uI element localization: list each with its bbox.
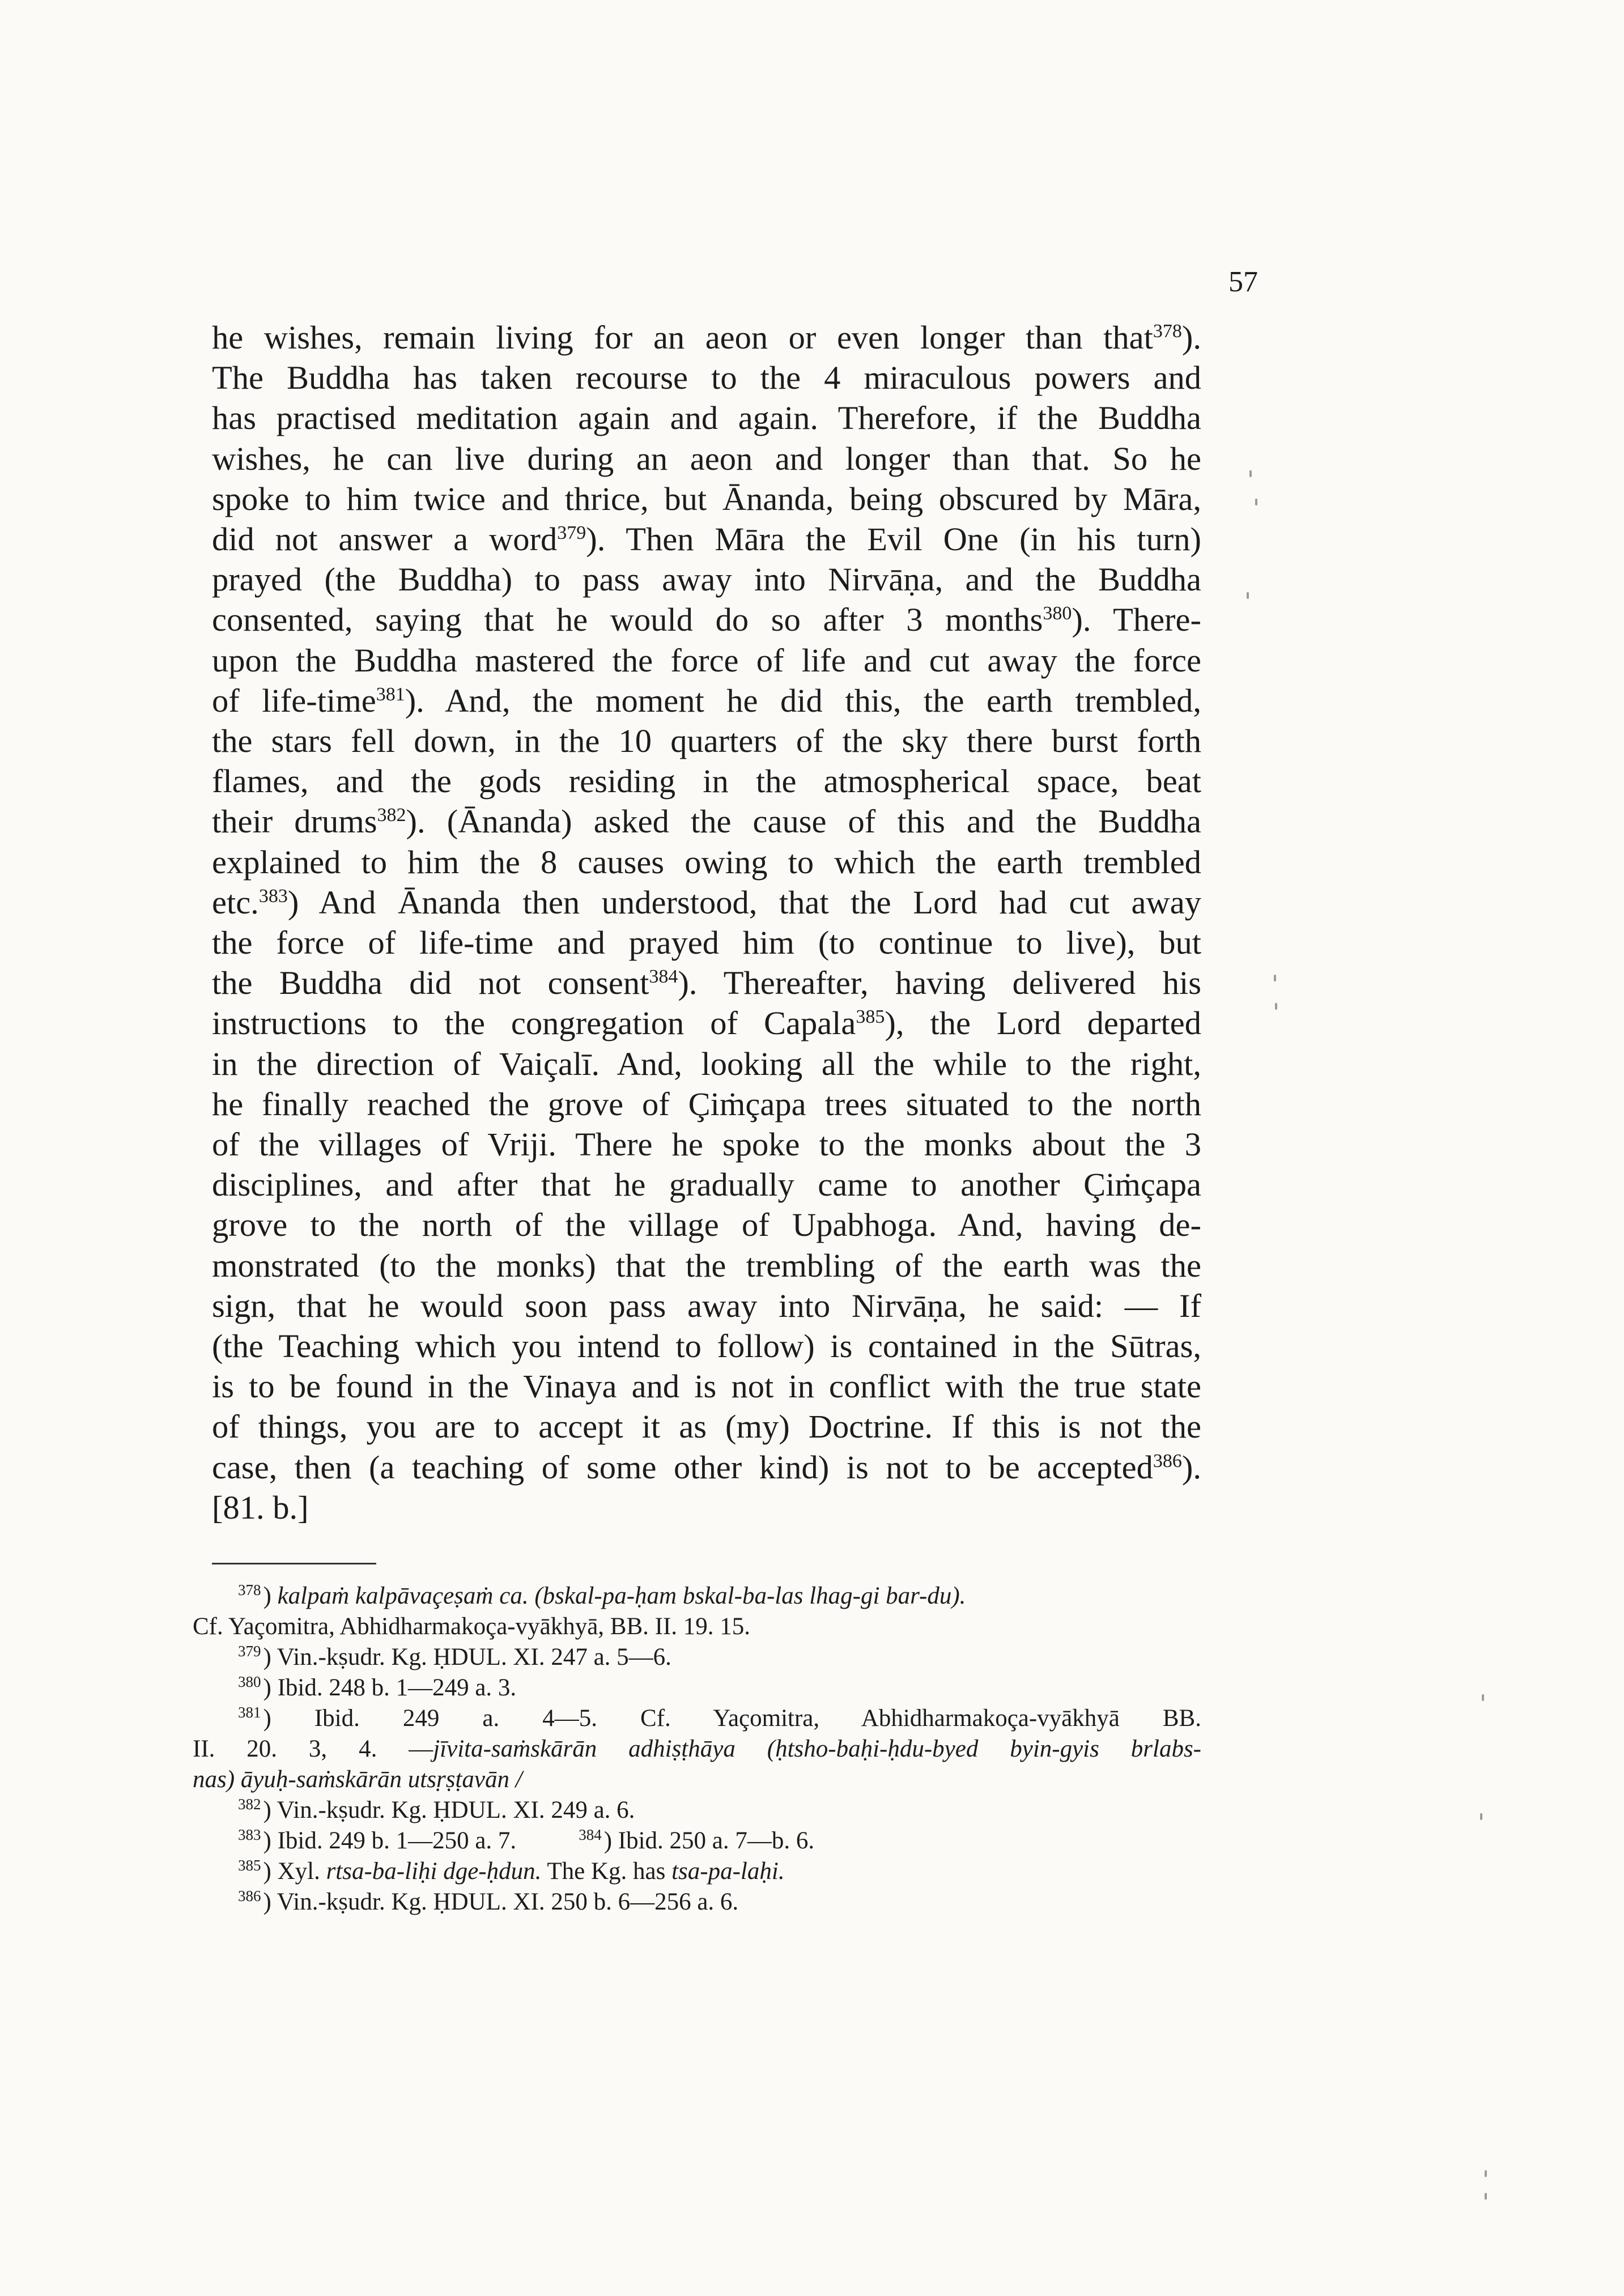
text-segment: ). Thereafter, having delivered his [678, 964, 1201, 1002]
text-segment: ). There- [1072, 601, 1201, 639]
footnote-text: Ibid. 249 a. 4—5. Cf. Yaçomitra, Abhidharmakoça-vyākhyā BB. [314, 1705, 1201, 1732]
text-line [212, 317, 1201, 358]
footnote-reference: 384 [649, 966, 678, 988]
text-segment: etc. [212, 883, 259, 921]
footnote-text-italic: nas) āyuḥ-saṁskārān utsṛṣṭavān / [193, 1766, 522, 1793]
footnote-text: Ibid. 249 b. 1—250 a. 7. [277, 1827, 517, 1854]
text-line [212, 559, 1201, 599]
text-segment: spoke to him twice and thrice, but Ānanda, being obscured by Māra, [212, 480, 1201, 517]
footnote-text: kalpaṁ kalpāvaçeṣaṁ ca. (bskal-pa-ḥam bskal-ba-las lhag-gi bar-du). [277, 1583, 966, 1609]
footnote-text: Vin.-kṣudr. Kg. ḤDUL. XI. 249 a. 6. [277, 1797, 635, 1823]
footnote-number: 378 [238, 1581, 261, 1598]
text-segment: ). Then Māra the Evil One (in his turn) [586, 521, 1201, 558]
text-line [212, 479, 1201, 519]
text-line [212, 1245, 1201, 1286]
text-line [212, 882, 1201, 922]
text-segment: explained to him the 8 causes owing to which the earth trembled [212, 843, 1201, 881]
text-segment: he wishes, remain living for an aeon or even longer than that [212, 319, 1153, 356]
text-line [212, 1447, 1201, 1487]
footnote-378-continued: Cf. Yaçomitra, Abhidharmakoça-vyākhyā, BB. II. 19. 15. [193, 1613, 751, 1640]
text-segment: The Buddha has taken recourse to the 4 miraculous powers and [212, 359, 1201, 397]
text-segment: their drums [212, 803, 377, 840]
footnote-382: $^{382}$) Vin.-kṣudr. Kg. ḤDUL. XI. 249 a. 6. [238, 1796, 635, 1823]
footnote-reference: 383 [258, 885, 288, 907]
text-segment: he finally reached the grove of Çiṁçapa trees situated to the north [212, 1085, 1201, 1123]
text-line [212, 1326, 1201, 1366]
text-line [212, 801, 1201, 841]
text-segment: ). (Ānanda) asked the cause of this and the Buddha [406, 803, 1202, 840]
footnote-381-continued [193, 1734, 1201, 1764]
footnote-text: Ibid. 248 b. 1—249 a. 3. [277, 1674, 517, 1701]
text-segment: case, then (a teaching of some other kind) is not to be accepted [212, 1448, 1153, 1486]
footnote-383-384: $^{383}$) Ibid. 249 b. 1—250 a. 7. $^{384}$) Ibid. 250 a. 7—b. 6. [238, 1826, 815, 1854]
text-segment: the Buddha did not consent [212, 964, 649, 1002]
text-segment: instructions to the congregation of Capala [212, 1005, 856, 1042]
text-line [212, 1164, 1201, 1205]
footnote-text: Vin.-kṣudr. Kg. ḤDUL. XI. 250 b. 6—256 a. 6. [277, 1889, 739, 1915]
footnote-reference: 381 [376, 683, 405, 705]
text-line [212, 1487, 1201, 1528]
footnote-text: II. 20. 3, 4. — [193, 1736, 433, 1762]
text-line [212, 922, 1201, 963]
text-segment: is to be found in the Vinaya and is not in conflict with the true state [212, 1368, 1201, 1405]
text-segment: in the direction of Vaiçalī. And, looking all the while to the right, [212, 1045, 1201, 1082]
text-line [212, 842, 1201, 882]
text-segment: [81. b.] [212, 1489, 309, 1526]
footnote-reference: 386 [1153, 1450, 1182, 1472]
text-line [212, 1205, 1201, 1245]
text-segment: of life-time [212, 682, 376, 719]
footnote-number: 384 [579, 1826, 602, 1843]
text-line [212, 398, 1201, 438]
footnote-reference: 385 [856, 1006, 885, 1028]
footnote-text-italic: rtsa-ba-liḥi dge-ḥdun. [326, 1858, 542, 1885]
footnote-386: $^{386}$) Vin.-kṣudr. Kg. ḤDUL. XI. 250 b. 6—256 a. 6. [238, 1887, 739, 1915]
text-line [212, 761, 1201, 801]
footnote-reference: 380 [1043, 603, 1072, 624]
text-segment: the force of life-time and prayed him (to continue to live), but [212, 924, 1201, 962]
text-segment: disciplines, and after that he gradually came to another Çiṁçapa [212, 1166, 1201, 1204]
footnote-number: 383 [238, 1826, 261, 1843]
text-line [212, 721, 1201, 761]
text-segment: monstrated (to the monks) that the trembling of the earth was the [212, 1247, 1201, 1284]
footnote-number: 385 [238, 1857, 261, 1874]
footnote-379: $^{379}$) Vin.-kṣudr. Kg. ḤDUL. XI. 247 a. 5—6. [238, 1643, 671, 1670]
text-segment: did not answer a word [212, 521, 558, 558]
text-line [212, 1286, 1201, 1326]
text-line [212, 599, 1201, 640]
footnote-text: Ibid. 250 a. 7—b. 6. [618, 1827, 815, 1854]
text-segment: upon the Buddha mastered the force of life and cut away the force [212, 641, 1201, 679]
text-segment: (the Teaching which you intend to follow) is contained in the Sūtras, [212, 1328, 1201, 1365]
footnote-reference: 379 [557, 522, 586, 544]
footnote-separator [212, 1563, 376, 1564]
text-segment: ). [1181, 319, 1201, 356]
footnote-text-italic: jīvita-saṁskārān adhiṣṭhāya (ḥtsho-baḥi-ḥdu-byed byin-gyis brlabs- [433, 1736, 1201, 1762]
text-segment: of the villages of Vriji. There he spoke to the monks about the 3 [212, 1126, 1201, 1163]
text-line [212, 1366, 1201, 1406]
text-segment: wishes, he can live during an aeon and longer than that. So he [212, 440, 1201, 477]
text-line [212, 640, 1201, 681]
footnote-number: 382 [238, 1796, 261, 1813]
text-segment: ) And Ānanda then understood, that the Lord had cut away [287, 883, 1201, 921]
text-segment: ). And, the moment he did this, the earth trembled, [405, 682, 1201, 719]
text-line [212, 358, 1201, 398]
body-text [212, 317, 1201, 1528]
text-line [212, 439, 1201, 479]
footnote-number: 380 [238, 1673, 261, 1690]
footnote-385: $^{385}$) Xyl. rtsa-ba-liḥi dge-ḥdun. The Kg. has tsa-pa-laḥi. [238, 1857, 785, 1885]
footnote-381-continued-2 [193, 1764, 1201, 1795]
text-line [212, 1406, 1201, 1447]
footnote-number: 381 [238, 1704, 261, 1721]
footnote-380: $^{380}$) Ibid. 248 b. 1—249 a. 3. [238, 1673, 517, 1701]
text-line [212, 1084, 1201, 1124]
text-line [212, 519, 1201, 559]
footnote-381: $^{381}$) Ibid. 249 a. 4—5. Cf. Yaçomitra, Abhidharmakoça-vyākhyā BB. [238, 1704, 1201, 1732]
text-segment: consented, saying that he would do so after 3 months [212, 601, 1043, 639]
footnote-number: 379 [238, 1643, 261, 1660]
text-line [212, 1044, 1201, 1084]
text-segment: ), the Lord departed [885, 1005, 1201, 1042]
text-segment: sign, that he would soon pass away into Nirvāṇa, he said: — If [212, 1287, 1201, 1324]
text-segment: of things, you are to accept it as (my) Doctrine. If this is not the [212, 1408, 1201, 1445]
footnote-number: 386 [238, 1887, 261, 1904]
page-number: 57 [1228, 266, 1258, 298]
text-line [212, 1124, 1201, 1164]
footnote-reference: 378 [1153, 321, 1182, 342]
text-segment: has practised meditation again and again. Therefore, if the Buddha [212, 399, 1201, 437]
footnote-text-italic: tsa-pa-laḥi. [671, 1858, 785, 1885]
footnote-text: The Kg. has [547, 1858, 666, 1885]
footnote-378: $^{378}$) kalpaṁ kalpāvaçeṣaṁ ca. (bskal-pa-ḥam bskal-ba-las lhag-gi bar-du). [238, 1581, 966, 1609]
text-segment: flames, and the gods residing in the atmospherical space, beat [212, 763, 1201, 800]
text-line [212, 963, 1201, 1003]
footnotes [193, 1581, 1201, 1917]
footnote-reference: 382 [377, 805, 406, 826]
text-line [212, 1003, 1201, 1043]
text-segment: prayed (the Buddha) to pass away into Nirvāṇa, and the Buddha [212, 561, 1201, 598]
footnote-text: Xyl. [277, 1858, 320, 1885]
text-segment: ). [1181, 1448, 1201, 1486]
text-line [212, 681, 1201, 721]
footnote-text: Vin.-kṣudr. Kg. ḤDUL. XI. 247 a. 5—6. [277, 1644, 671, 1670]
text-segment: the stars fell down, in the 10 quarters of the sky there burst forth [212, 722, 1201, 760]
text-segment: grove to the north of the village of Upabhoga. And, having de- [212, 1206, 1201, 1244]
